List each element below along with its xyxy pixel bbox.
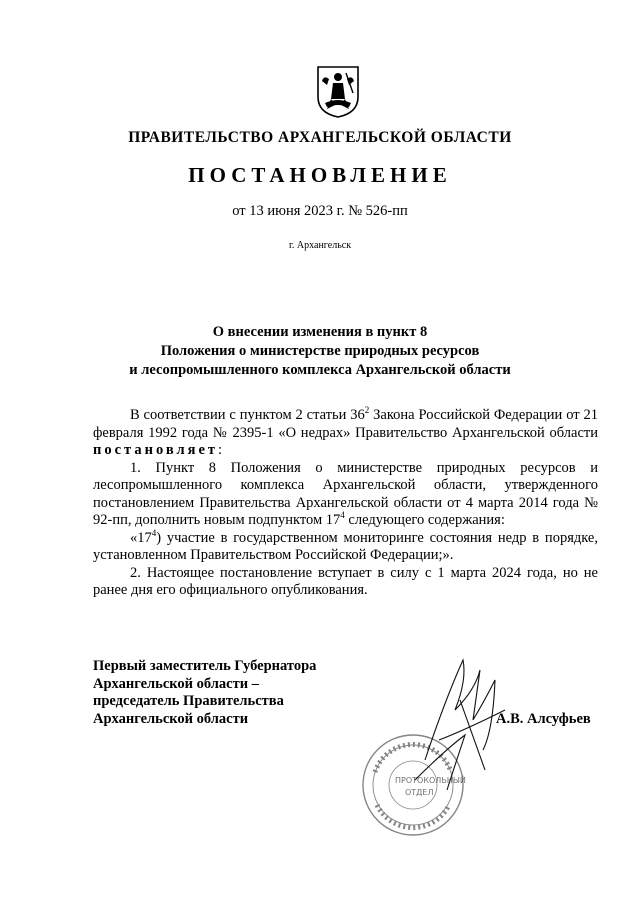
text-run: : <box>218 442 223 458</box>
signatory-title-line: председатель Правительства <box>93 693 284 709</box>
document-city: г. Архангельск <box>288 240 352 251</box>
text-run: следующего содержания: <box>344 512 505 528</box>
stamp-text: ПРОТОКОЛЬНЫЙ <box>395 776 466 785</box>
document-type-title: ПОСТАНОВЛЕНИЕ <box>188 163 452 187</box>
body-paragraph <box>93 407 598 460</box>
text-run: «17 <box>130 529 152 546</box>
text-run: Закона Российской Федерации от 21 февраля 1992 года № 2395-1 «О недрах» Правительство Архангельской области <box>93 407 598 441</box>
body-paragraph <box>93 460 598 530</box>
signatory-name: А.В. Алсуфьев <box>496 711 591 727</box>
text-run: ) участие в государственном мониторинге состояния недр в порядке, установленном Правительством Российской Федерации;». <box>93 529 598 563</box>
subject-line: Положения о министерстве природных ресурсов <box>160 343 480 359</box>
document-subject <box>0 323 640 380</box>
document-body <box>93 407 598 600</box>
subject-line: О внесении изменения в пункт 8 <box>212 324 428 340</box>
superscript: 4 <box>151 527 157 538</box>
signatory-title-line: Первый заместитель Губернатора <box>93 658 317 674</box>
official-stamp-and-signature <box>355 640 525 840</box>
body-paragraph: 2. Настоящее постановление вступает в силу с 1 марта 2024 года, но не ранее дня его официального опубликования. <box>93 564 598 598</box>
superscript: 2 <box>364 405 370 416</box>
superscript: 4 <box>340 510 345 521</box>
signatory-title <box>93 658 316 728</box>
signatory-title-line: Архангельской области <box>93 710 249 727</box>
body-paragraph <box>93 527 598 565</box>
signatory-title-line: Архангельской области – <box>93 675 259 692</box>
coat-of-arms-emblem <box>315 63 361 119</box>
subject-line: и лесопромышленного комплекса Архангельской области <box>129 362 511 378</box>
stamp-text: ОТДЕЛ <box>405 788 434 797</box>
document-date-number: от 13 июня 2023 г. № 526-пп <box>232 203 408 219</box>
text-run: 1. Пункт 8 Положения о министерстве природных ресурсов и лесопромышленного комплекса Архангельской области, утвержденного постановлением Правительства Архангельской области от 4 марта 2014 года № 92-пп, дополнить новым подпунктом 17 <box>93 459 598 528</box>
spaced-verb: постановляет <box>93 442 219 458</box>
organization-title: ПРАВИТЕЛЬСТВО АРХАНГЕЛЬСКОЙ ОБЛАСТИ <box>128 129 512 146</box>
text-run: В соответствии с пунктом 2 статьи 36 <box>130 407 365 423</box>
